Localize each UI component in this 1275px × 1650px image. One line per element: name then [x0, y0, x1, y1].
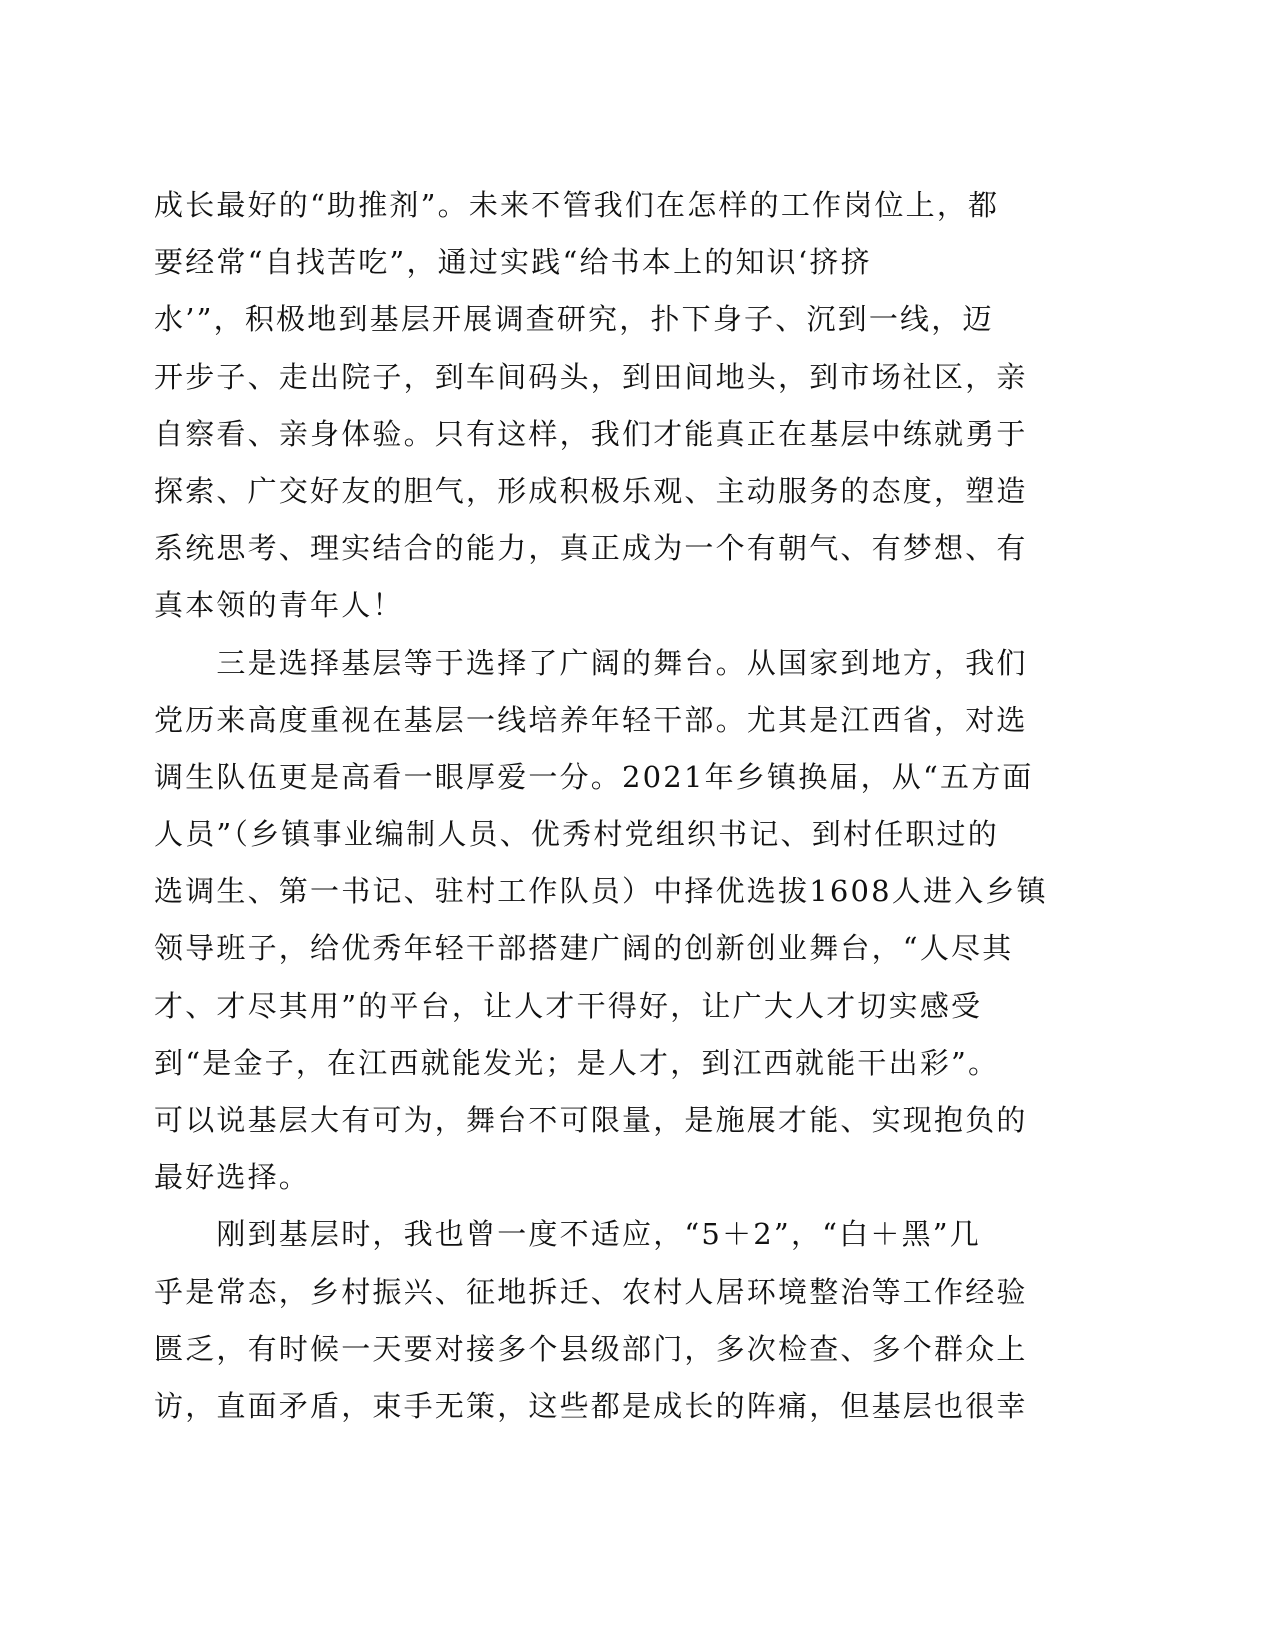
text-line: 最好选择。 [154, 1160, 311, 1195]
text-line: 乎是常态，乡村振兴、征地拆迁、农村人居环境整治等工作经验 [154, 1274, 1028, 1309]
text-line: 真本领的青年人！ [154, 588, 404, 623]
text-line: 选调生、第一书记、驻村工作队员）中择优选拔1608人进入乡镇 [154, 874, 1048, 909]
text-line: 党历来高度重视在基层一线培养年轻干部。尤其是江西省，对选 [154, 702, 1028, 737]
body-text [154, 177, 1109, 1435]
text-line: 开步子、走出院子，到车间码头，到田间地头，到市场社区，亲 [154, 359, 1028, 394]
text-line: 匮乏，有时候一天要对接多个县级部门，多次检查、多个群众上 [154, 1331, 1028, 1366]
text-line: 探索、广交好友的胆气，形成积极乐观、主动服务的态度，塑造 [154, 473, 1028, 508]
text-line: 可以说基层大有可为，舞台不可限量，是施展才能、实现抱负的 [154, 1103, 1028, 1137]
text-line: 要经常“自找苦吃”，通过实践“给书本上的知识‘挤挤 [154, 245, 872, 280]
text-line: 领导班子，给优秀年轻干部搭建广阔的创新创业舞台，“人尽其 [154, 931, 1014, 966]
text-line: 访，直面矛盾，束手无策，这些都是成长的阵痛，但基层也很幸 [154, 1388, 1028, 1423]
text-line: 刚到基层时，我也曾一度不适应，“5＋2”，“白＋黑”几 [154, 1217, 982, 1252]
text-line: 调生队伍更是高看一眼厚爱一分。2021年乡镇换届，从“五方面 [154, 759, 1034, 794]
text-line: 人员”（乡镇事业编制人员、优秀村党组织书记、到村任职过的 [154, 817, 999, 852]
text-line: 三是选择基层等于选择了广阔的舞台。从国家到地方，我们 [154, 645, 1028, 680]
text-line: 到“是金子，在江西就能发光；是人才，到江西就能干出彩”。 [154, 1045, 1000, 1080]
text-line: 才、才尽其用”的平台，让人才干得好，让广大人才切实感受 [154, 988, 983, 1023]
text-line: 水’”，积极地到基层开展调查研究，扑下身子、沉到一线，迈 [154, 302, 994, 337]
text-line: 自察看、亲身体验。只有这样，我们才能真正在基层中练就勇于 [154, 416, 1028, 451]
text-line: 系统思考、理实结合的能力，真正成为一个有朝气、有梦想、有 [154, 531, 1028, 566]
text-line: 成长最好的“助推剂”。未来不管我们在怎样的工作岗位上，都 [154, 188, 1000, 222]
